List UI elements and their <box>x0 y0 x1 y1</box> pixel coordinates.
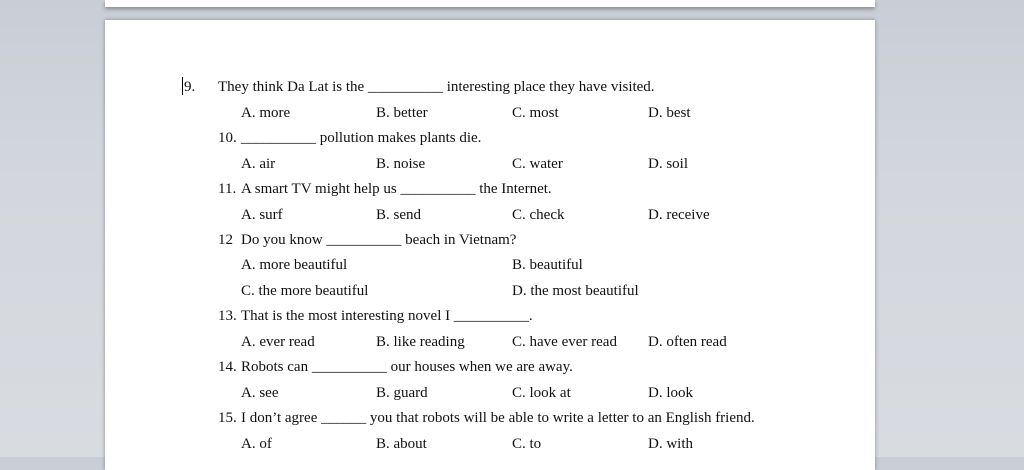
option-d: D. look <box>648 385 693 401</box>
option-c: C. the more beautiful <box>241 283 369 299</box>
option-d: D. soil <box>648 156 689 172</box>
option-b: B. send <box>376 207 421 223</box>
option-a: A. air <box>241 156 276 172</box>
question-stem: Do you know __________ beach in Vietnam? <box>241 232 517 248</box>
question-stem: That is the most interesting novel I __________. <box>241 308 533 324</box>
option-c: C. most <box>512 105 559 121</box>
option-b: B. beautiful <box>512 257 583 273</box>
option-d: D. the most beautiful <box>512 283 639 299</box>
option-b: B. guard <box>376 385 428 401</box>
option-c: C. have ever read <box>512 334 617 350</box>
option-c: C. water <box>512 156 563 172</box>
question-number: 11. <box>218 181 237 197</box>
option-b: B. about <box>376 436 427 452</box>
question-stem: I don’t agree ______ you that robots will be able to write a letter to an English friend. <box>241 410 755 426</box>
option-d: D. best <box>648 105 691 121</box>
option-a: A. see <box>241 385 279 401</box>
option-d: D. often read <box>648 334 727 350</box>
question-stem: A smart TV might help us __________ the Internet. <box>241 181 552 197</box>
question-stem: Robots can __________ our houses when we are away. <box>241 359 573 375</box>
question-number: 12 <box>218 232 233 248</box>
option-a: A. of <box>241 436 272 452</box>
option-a: A. more <box>241 105 291 121</box>
option-a: A. more beautiful <box>241 257 348 273</box>
question-number: 14. <box>218 359 237 375</box>
previous-page-edge <box>105 0 875 7</box>
question-stem: They think Da Lat is the __________ interesting place they have visited. <box>218 79 655 95</box>
option-b: B. like reading <box>376 334 465 350</box>
question-number: 13. <box>218 308 237 324</box>
text-cursor <box>182 77 183 95</box>
option-d: D. with <box>648 436 693 452</box>
option-c: C. to <box>512 436 542 452</box>
option-b: B. better <box>376 105 428 121</box>
option-a: A. ever read <box>241 334 315 350</box>
option-c: C. look at <box>512 385 571 401</box>
question-stem: __________ pollution makes plants die. <box>241 130 482 146</box>
question-number: 15. <box>218 410 237 426</box>
question-number: 9. <box>184 79 196 95</box>
option-d: D. receive <box>648 207 710 223</box>
option-c: C. check <box>512 207 565 223</box>
option-b: B. noise <box>376 156 426 172</box>
option-a: A. surf <box>241 207 283 223</box>
question-number: 10. <box>218 130 237 146</box>
